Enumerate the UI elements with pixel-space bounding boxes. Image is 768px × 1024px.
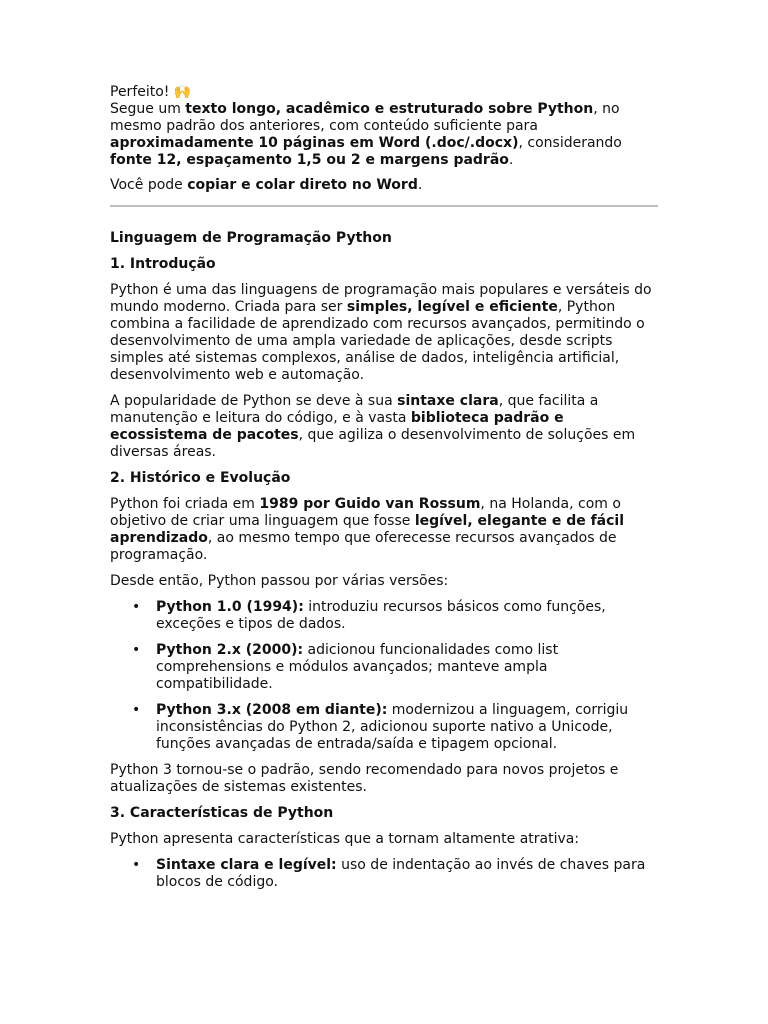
intro-block	[110, 84, 658, 169]
bold-text: sintaxe clara	[397, 393, 499, 409]
text-run: adicionou funcionalidades como list comprehensions e módulos avançados; manteve ampla compatibilidade.	[156, 642, 559, 692]
bold-text: Python 3.x (2008 em diante):	[156, 702, 388, 718]
intro-paragraph-2	[110, 177, 658, 194]
body-paragraph	[110, 496, 658, 564]
section-heading: 3. Características de Python	[110, 805, 334, 821]
bullet-list	[110, 857, 658, 891]
text-run: Python é uma das linguagens de programação mais populares e versáteis do mundo moderno. Criada para ser	[110, 282, 652, 315]
text-run: modernizou a linguagem, corrigiu inconsistências do Python 2, adicionou suporte nativo a Unicode, funções avançadas de entrada/saída e tipagem opcional.	[156, 702, 629, 752]
body-paragraph	[110, 831, 658, 848]
bold-text: aproximadamente 10 páginas em Word (.doc/.docx)	[110, 135, 519, 151]
greeting-text: Perfeito! 🙌	[110, 84, 192, 100]
text-run: introduziu recursos básicos como funções, exceções e tipos de dados.	[156, 599, 606, 632]
text-run: , no mesmo padrão dos anteriores, com conteúdo suficiente para	[110, 101, 620, 134]
bullet-text	[156, 599, 606, 632]
bold-text: Sintaxe clara e legível:	[156, 857, 337, 873]
text-run: Desde então, Python passou por várias versões:	[110, 573, 449, 589]
text-run: Python apresenta características que a tornam altamente atrativa:	[110, 831, 580, 847]
bullet-icon: •	[132, 599, 141, 615]
bullet-text	[156, 642, 558, 692]
bold-text: legível, elegante e de fácil aprendizado	[110, 513, 625, 546]
bullet-icon: •	[132, 642, 141, 658]
text-run: , que agiliza o desenvolvimento de soluções em diversas áreas.	[110, 427, 636, 460]
text-run: Segue um	[110, 101, 186, 117]
section-heading: 2. Histórico e Evolução	[110, 470, 291, 486]
text-run: , na Holanda, com o objetivo de criar uma linguagem que fosse	[110, 496, 621, 529]
bold-text: copiar e colar direto no Word	[187, 177, 418, 193]
text-run: , que facilita a manutenção e leitura do código, e à vasta	[110, 393, 599, 426]
bullet-item	[110, 857, 658, 891]
document-title: Linguagem de Programação Python	[110, 230, 392, 246]
text-run: Python 3 tornou-se o padrão, sendo recomendado para novos projetos e atualizações de sistemas existentes.	[110, 762, 619, 795]
bold-text: 1989 por Guido van Rossum	[259, 496, 481, 512]
bullet-item	[110, 642, 658, 693]
bold-text: texto longo, acadêmico e estruturado sobre Python	[185, 101, 594, 117]
text-run: , considerando	[518, 135, 622, 151]
intro-paragraph-1	[110, 101, 622, 168]
section-heading: 1. Introdução	[110, 256, 216, 272]
text-run: .	[508, 152, 514, 168]
text-run: Você pode	[110, 177, 188, 193]
text-run: , Python combina a facilidade de aprendizado com recursos avançados, permitindo o desenvolvimento de uma ampla variedade de aplicações, desde scripts simples até sistemas complexos, análise de dados, inteligência artificial, desenvolvimento web e automação.	[110, 299, 645, 383]
bullet-icon: •	[132, 857, 141, 873]
bold-text: biblioteca padrão e ecossistema de pacotes	[110, 410, 564, 443]
document-body	[110, 256, 658, 891]
bold-text: simples, legível e eficiente	[346, 299, 558, 315]
body-paragraph	[110, 762, 658, 796]
bullet-text	[156, 702, 628, 752]
document-page	[110, 84, 658, 900]
body-paragraph	[110, 393, 658, 461]
bullet-text	[156, 857, 645, 890]
bullet-item	[110, 702, 658, 753]
text-run: uso de indentação ao invés de chaves para blocos de código.	[156, 857, 646, 890]
bullet-icon: •	[132, 702, 141, 718]
text-run: Python foi criada em	[110, 496, 260, 512]
bold-text: Python 2.x (2000):	[156, 642, 304, 658]
text-run: , ao mesmo tempo que oferecesse recursos avançados de programação.	[110, 530, 617, 563]
text-run: A popularidade de Python se deve à sua	[110, 393, 398, 409]
bullet-list	[110, 599, 658, 753]
bold-text: fonte 12, espaçamento 1,5 ou 2 e margens padrão	[110, 152, 509, 168]
body-paragraph	[110, 573, 658, 590]
bold-text: Python 1.0 (1994):	[156, 599, 304, 615]
horizontal-divider	[110, 205, 658, 207]
text-run: .	[417, 177, 423, 193]
bullet-item	[110, 599, 658, 633]
body-paragraph	[110, 282, 658, 384]
